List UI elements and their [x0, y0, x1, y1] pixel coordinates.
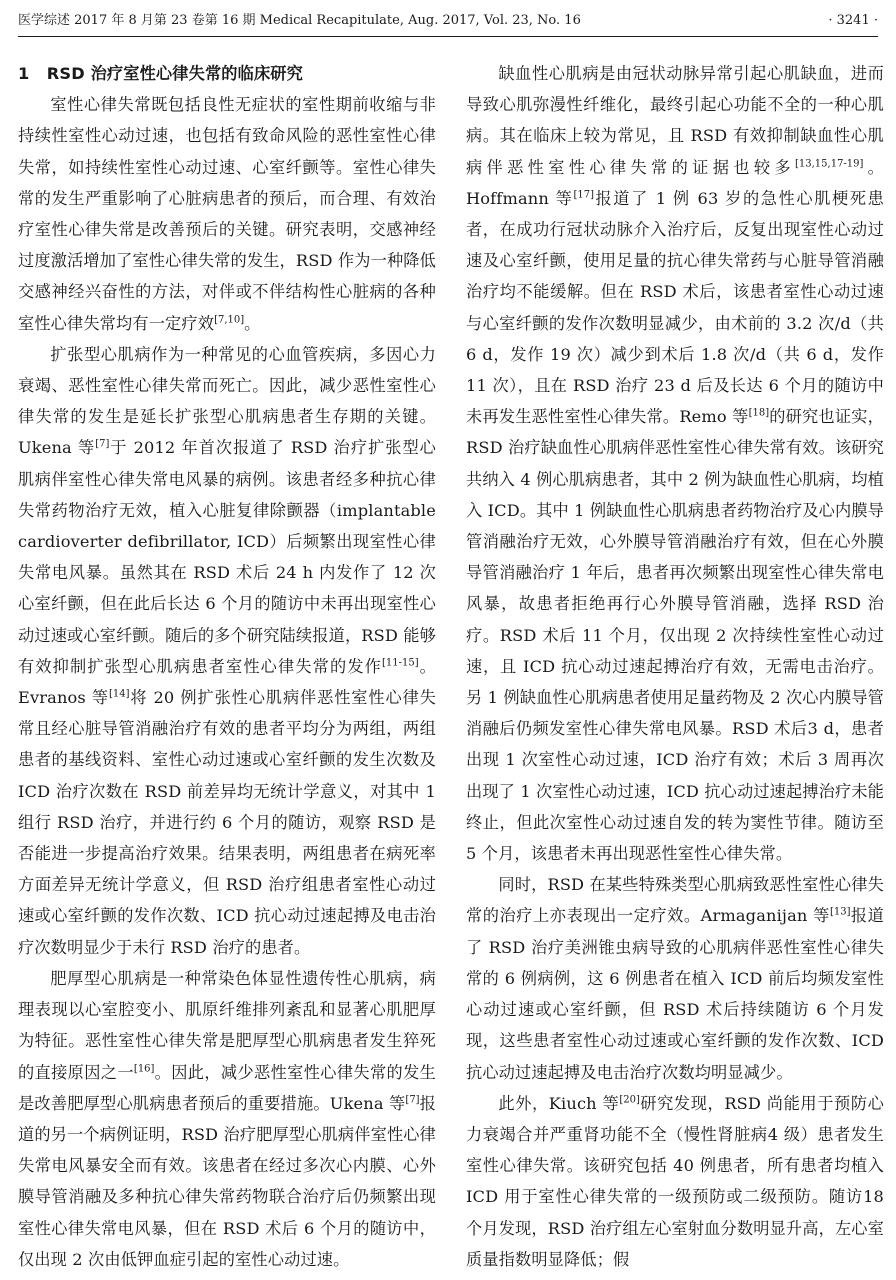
paragraph — [466, 58, 884, 869]
running-header — [18, 8, 878, 34]
paragraph — [18, 339, 436, 963]
header-rule — [18, 36, 878, 37]
citation-ref: [7,10] — [214, 314, 245, 326]
paragraph-text: 报道了 RSD 治疗美洲锥虫病导致的心肌病伴恶性室性心律失常的 6 例病例，这 6 例患者在植入 ICD 前后均频发室性心动过速或心室纤颤，但 RSD 术后持续随访 6 个月发现，这些患者室性心动过速或心室纤颤的发作次数、ICD 抗心动过速起搏及电击治疗次数均明显减少。 — [466, 906, 884, 1082]
paragraph — [466, 1088, 884, 1275]
citation-ref: [7] — [405, 1094, 420, 1106]
paragraph — [18, 89, 436, 339]
section-number: 1 — [18, 64, 30, 83]
citation-ref: [14] — [109, 688, 130, 700]
paragraph-text: 扩张型心肌病作为一种常见的心血管疾病，多因心力衰竭、恶性室性心律失常而死亡。因此，减少恶性室性心律失常的发生是延长扩张型心肌病患者生存期的关键。Ukena 等 — [18, 344, 436, 458]
citation-ref: [11-15] — [382, 657, 419, 669]
paragraph-text: 同时，RSD 在某些特殊类型心肌病致恶性室性心律失常的治疗上亦表现出一定疗效。Armaganijan 等 — [466, 875, 884, 926]
section-heading — [18, 58, 436, 89]
citation-ref: [17] — [573, 189, 595, 201]
paragraph-text: 室性心律失常既包括良性无症状的室性期前收缩与非持续性室性心动过速，也包括有致命风险的恶性室性心律失常，如持续性室性心动过速、心室纤颤等。室性心律失常的发生严重影响了心脏病患者的预后，而合理、有效治疗室性心律失常是改善预后的关键。研究表明，交感神经过度激活增加了室性心律失常的发生，RSD 作为一种降低交感神经兴奋性的方法，对伴或不伴结构性心脏病的各种室性心律失常均有一定疗效 — [18, 95, 436, 333]
page-number: · 3241 · — [828, 13, 878, 28]
paragraph-text: 将 20 例扩张性心肌病伴恶性室性心律失常且经心脏导管消融治疗有效的患者平均分为两组，两组患者的基线资料、室性心动过速或心室纤颤的发生次数及 ICD 治疗次数在 RSD 前差异均无统计学意义，对其中 1 组行 RSD 治疗，并进行约 6 个月的随访，观察 RSD 是否能进一步提高治疗效果。结果表明，两组患者在病死率方面差异无统计学意义，但 RSD 治疗组患者室性心动过速或心室纤颤的发作次数、ICD 抗心动过速起搏及电击治疗次数明显少于未行 RSD 治疗的患者。 — [18, 688, 437, 957]
paragraph-text: 缺血性心肌病是由冠状动脉异常引起心肌缺血，进而导致心肌弥漫性纤维化，最终引起心功能不全的一种心肌病。其在临床上较为常见，且 RSD 有效抑制缺血性心肌病伴恶性室性心律失常的证据也较多 — [466, 64, 884, 177]
paragraph-text: 报道的另一个病例证明，RSD 治疗肥厚型心肌病伴室性心律失常电风暴安全而有效。该患者在经过多次心内膜、心外膜导管消融及多种抗心律失常药物联合治疗后仍频繁出现室性心律失常电风暴，但在 RSD 术后 6 个月的随访中，仅出现 2 次由低钾血症引起的室性心动过速。 — [18, 1093, 437, 1269]
paragraph-text: 研究发现，RSD 尚能用于预防心力衰竭合并严重肾功能不全（慢性肾脏病4 级）患者发生室性心律失常。该研究包括 40 例患者，所有患者均植入 ICD 用于室性心律失常的一级预防或二级预防。随访18 个月发现，RSD 治疗组左心室射血分数明显升高，左心室质量指数明显降低；假 — [466, 1093, 884, 1269]
paragraph — [466, 869, 884, 1087]
citation-ref: [7] — [95, 439, 110, 451]
journal-citation: 医学综述 2017 年 8 月第 23 卷第 16 期 Medical Recapitulate, Aug. 2017, Vol. 23, No. 16 — [18, 13, 581, 28]
paragraph-text: 。 — [244, 313, 261, 333]
paragraph-text: 。Hoffmann 等 — [466, 157, 884, 208]
citation-ref: [13] — [829, 907, 851, 919]
paragraph-text: 。因此，减少恶性室性心律失常的发生是改善肥厚型心肌病患者预后的重要措施。Ukena 等 — [18, 1062, 436, 1113]
citation-ref: [18] — [748, 407, 770, 419]
paragraph-text: 此外，Kiuch 等 — [498, 1093, 620, 1113]
left-column — [18, 58, 436, 1275]
paragraph-text: 的研究也证实，RSD 治疗缺血性心肌病伴恶性室性心律失常有效。该研究共纳入 4 例心肌病患者，其中 2 例为缺血性心肌病，均植入 ICD。其中 1 例缺血性心肌病患者药物治疗及心内膜导管消融治疗无效，心外膜导管消融治疗有效，但在心外膜导管消融治疗 1 年后，患者再次频繁出现室性心律失常电风暴，故患者拒绝再行心外膜导管消融，选择 RSD 治疗。RSD 术后 11 个月，仅出现 2 次持续性室性心动过速，且 ICD 抗心动过速起搏治疗有效，无需电击治疗。另 1 例缺血性心肌病患者使用足量药物及 2 次心内膜导管消融后仍频发室性心律失常电风暴。RSD 术后3 d，患者出现 1 次室性心动过速，ICD 治疗有效；术后 3 周再次出现了 1 次室性心动过速，ICD 抗心动过速起搏治疗未能终止，但此次室性心动过速自发的转为窦性节律。随访至 5 个月，该患者未再出现恶性室性心律失常。 — [466, 407, 884, 864]
citation-ref: [16] — [133, 1063, 155, 1075]
paragraph-text: 报道了 1 例 63 岁的急性心肌梗死患者，在成功行冠状动脉介入治疗后，反复出现室性心动过速及心室纤颤，使用足量的抗心律失常药与心脏导管消融治疗均不能缓解。但在 RSD 术后，该患者室性心动过速与心室纤颤的发作次数明显减少，由术前的 3.2 次/d（共 6 d，发作 19 次）减少到术后 1.8 次/d（共 6 d，发作 11 次），且在 RSD 治疗 23 d 后及长达 6 个月的随访中未再发生恶性室性心律失常。Remo 等 — [466, 188, 884, 427]
paragraph — [18, 963, 436, 1275]
section-title: RSD 治疗室性心律失常的临床研究 — [46, 64, 303, 83]
paragraph-text: 于 2012 年首次报道了 RSD 治疗扩张型心肌病伴室性心律失常电风暴的病例。该患者经多种抗心律失常药物治疗无效，植入心脏复律除颤器（implantable cardioverter defibrillator, ICD）后频繁出现室性心律失常电风暴。虽然其在 RSD 术后 24 h 内发作了 12 次心室纤颤，但在此后长达 6 个月的随访中未再出现室性心动过速或心室纤颤。随后的多个研究陆续报道，RSD 能够有效抑制扩张型心肌病患者室性心律失常的发作 — [18, 438, 436, 676]
paragraph-text: 。Evranos 等 — [18, 656, 436, 708]
citation-ref: [20] — [619, 1094, 640, 1106]
right-column — [466, 58, 884, 1275]
citation-ref: [13,15,17-19] — [795, 158, 864, 170]
paragraph-text: 肥厚型心肌病是一种常染色体显性遗传性心肌病，病理表现以心室腔变小、肌原纤维排列紊乱和显著心肌肥厚为特征。恶性室性心律失常是肥厚型心肌病患者发生猝死的直接原因之一 — [18, 968, 436, 1082]
